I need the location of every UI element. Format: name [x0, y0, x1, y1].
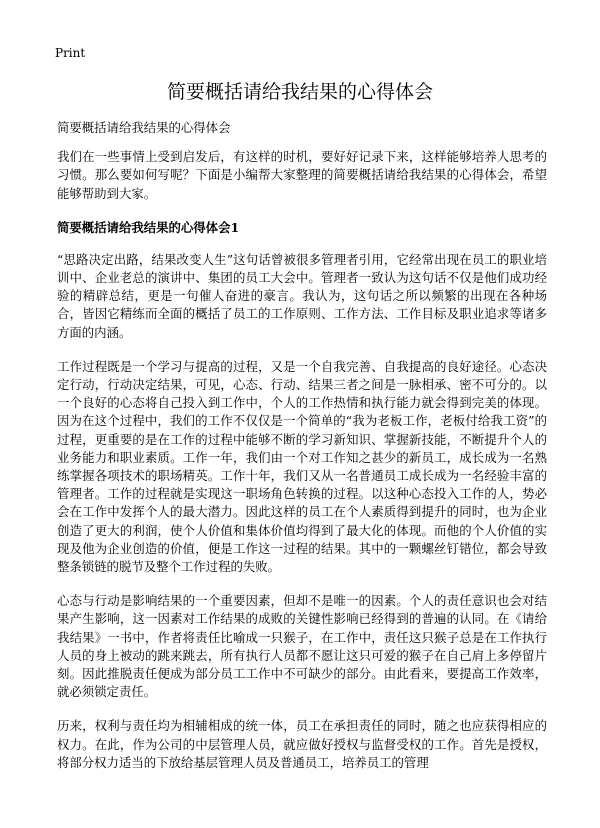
body-paragraph-1: “思路决定出路，结果改变人生”这句话曾被很多管理者引用，它经常出现在员工的职业培训中、企业老总的演讲中、集团的员工大会中。管理者一致认为这句话不仅是他们成功经验的精辟总结，更是一句催人奋进的豪言。我认为，这句话之所以频繁的出现在各种场合，皆因它精练而全面的概括了员工的工作原则、工作方法、工作目标及职业追求等诸多方面的内涵。 [57, 251, 547, 340]
page-title: 简要概括请给我结果的心得体会 [166, 81, 433, 103]
print-link[interactable]: Print [55, 46, 86, 60]
body-paragraph-3: 心态与行动是影响结果的一个重要因素，但却不是唯一的因素。个人的责任意识也会对结果产生影响，这一因素对工作结果的成败的关键性影响已经得到的普遍的认同。在《请给我结果》一书中，作者将责任比喻成一只猴子，在工作中，责任这只猴子总是在工作执行人员的身上被动的跳来跳去，所有执行人员都不愿让这只可爱的猴子在自己肩上多停留片刻。因此推脱责任便成为部分员工工作中不可缺少的部分。由此看来，要提高工作效率，就必须锁定责任。 [57, 593, 547, 700]
document-body [57, 119, 547, 788]
body-paragraph-2: 工作过程既是一个学习与提高的过程，又是一个自我完善、自我提高的良好途径。心态决定行动，行动决定结果，可见，心态、行动、结果三者之间是一脉相承、密不可分的。以一个良好的心态将自己投入到工作中，个人的工作热情和执行能力就会得到完美的体现。因为在这个过程中，我们的工作不仅仅是一个简单的“我为老板工作，老板付给我工资”的过程，更重要的是在工作的过程中能够不断的学习新知识、掌握新技能，不断提升个人的业务能力和职业素质。工作一年，我们由一个对工作知之甚少的新员工，成长成为一名熟练掌握各项技术的职场精英。工作十年，我们又从一名普通员工成长成为一名经验丰富的管理者。工作的过程就是实现这一职场角色转换的过程。以这种心态投入工作的人，势必会在工作中发挥个人的最大潜力。因此这样的员工在个人素质得到提升的同时，也为企业创造了更大的利润，使个人价值和集体价值均得到了最大化的体现。而他的个人价值的实现及他为企业创造的价值，便是工作这一过程的结果。其中的一颗螺丝钉错位，都会导致整条锁链的脱节及整个工作过程的失败。 [57, 358, 547, 575]
body-paragraph-4: 历来，权利与责任均为相辅相成的统一体，员工在承担责任的同时，随之也应获得相应的权力。在此，作为公司的中层管理人员，就应做好授权与监督受权的工作。首先是授权，将部分权力适当的下放给基层管理人员及普通员工，培养员工的管理 [57, 718, 547, 770]
document-subtitle: 简要概括请给我结果的心得体会 [57, 120, 231, 135]
section-heading: 简要概括请给我结果的心得体会1 [57, 219, 240, 235]
intro-paragraph: 我们在一些事情上受到启发后，有这样的时机，要好好记录下来，这样能够培养人思考的习惯。那么要如何写呢？下面是小编帮大家整理的简要概括请给我结果的心得体会，希望能够帮助到大家。 [57, 149, 547, 201]
